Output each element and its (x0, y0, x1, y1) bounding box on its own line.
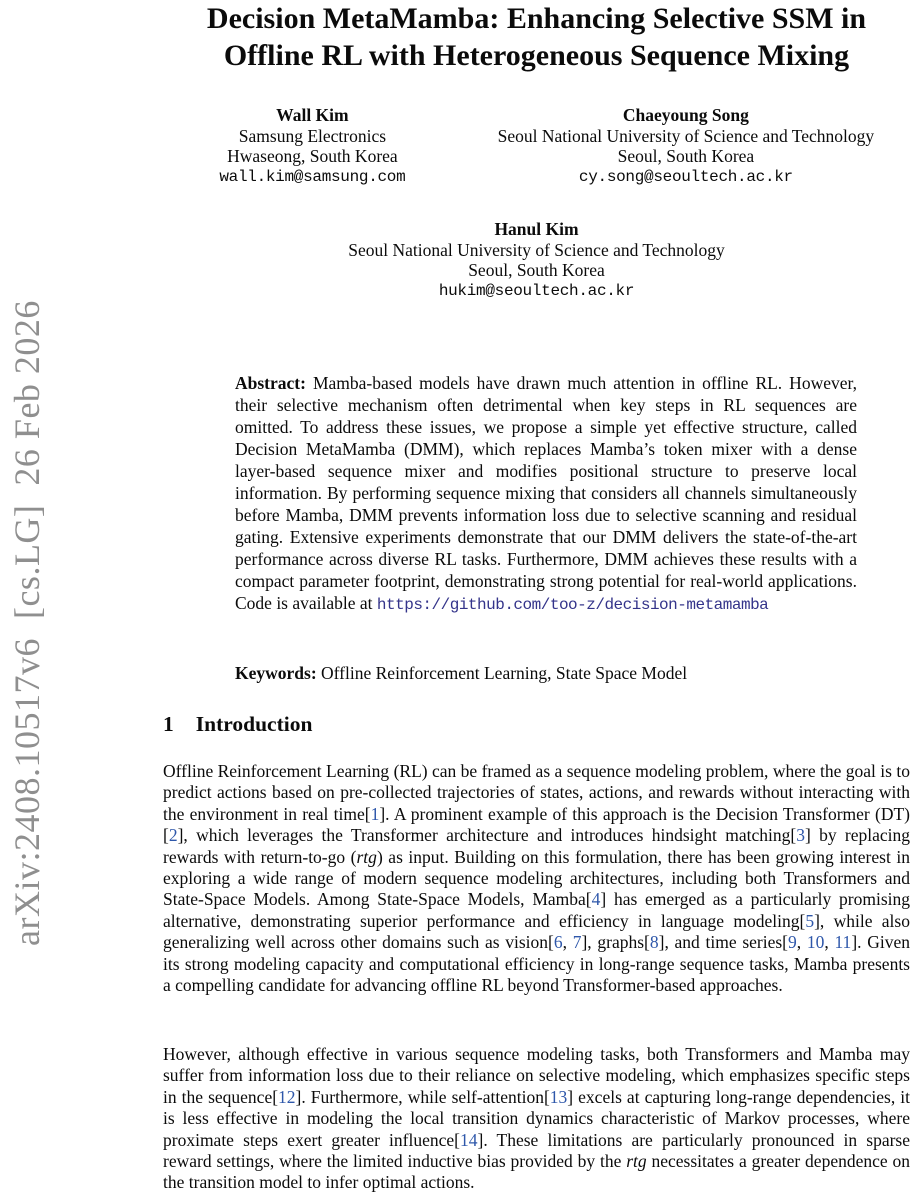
author-email: hukim@seoultech.ac.kr (438, 281, 635, 300)
author-name: Hanul Kim (494, 219, 579, 239)
paragraph-text: necessitates a greater dependence on the transition model to infer optimal actions. (163, 1151, 911, 1193)
introduction-paragraph-1 (163, 761, 910, 996)
italic-term: rtg (626, 1151, 647, 1172)
abstract (235, 372, 857, 616)
author-block-2 (462, 105, 910, 187)
paragraph-text: ], graphs[ (581, 932, 650, 953)
paragraph-text: Offline Reinforcement Learning (RL) can be framed as a sequence modeling problem, where the goal is to predict actions based on pre-collected trajectories of states, actions, and rewards without interacting with the environment in real time[ (163, 761, 910, 824)
citation-link[interactable]: 6 (553, 932, 563, 953)
citation-link[interactable]: 4 (591, 889, 601, 910)
section-number: 1 (163, 712, 174, 736)
paragraph-text: ], which leverages the Transformer architecture and introduces hindsight matching[ (177, 825, 797, 846)
paragraph-text: ], and time series[ (658, 932, 789, 953)
author-name: Chaeyoung Song (622, 105, 749, 125)
citation-link[interactable]: 11 (834, 932, 852, 953)
arxiv-stamp: arXiv:2408.10517v6 [cs.LG] 26 Feb 2026 (7, 300, 47, 946)
paragraph-text: , (796, 932, 807, 953)
citation-link[interactable]: 8 (649, 932, 659, 953)
author-location: Seoul, South Korea (468, 260, 605, 280)
author-email: wall.kim@samsung.com (219, 167, 406, 186)
author-block-1 (163, 105, 462, 187)
abstract-text: Mamba-based models have drawn much attention in offline RL. However, their selective mechanism often detrimental when key steps in RL sequences are omitted. To address these issues, we propose a simple yet effective structure, called Decision MetaMamba (DMM), which replaces Mamba’s token mixer with a dense layer-based sequence mixer and modifies positional structure to preserve local information. By performing sequence mixing that considers all channels simultaneously before Mamba, DMM prevents information loss due to selective scanning and residual gating. Extensive experiments demonstrate that our DMM delivers the state-of-the-art performance across diverse RL tasks. Furthermore, DMM achieves these results with a compact parameter footprint, demonstrating strong potential for real-world applications. Code is available at (235, 373, 857, 613)
author-location: Seoul, South Korea (617, 146, 755, 166)
keywords-label: Keywords: (235, 663, 317, 683)
citation-link[interactable]: 13 (549, 1086, 568, 1107)
citation-link[interactable]: 1 (370, 803, 380, 824)
paragraph-text: ] by replacing rewards with return-to-go ( (163, 825, 910, 867)
introduction-paragraph-2 (163, 1044, 910, 1194)
author-affiliation: Seoul National University of Science and Technology (497, 125, 875, 146)
citation-link[interactable]: 9 (788, 932, 797, 953)
paragraph-text: ]. A prominent example of this approach is the Decision Transformer (DT)[ (163, 803, 910, 846)
paragraph-text: ]. Furthermore, while self-attention[ (295, 1086, 550, 1107)
paragraph-text: ) as input. Building on this formulation, there has been growing interest in exploring a wide range of modern sequence modeling architectures, including both Transformers and State-Space Models. Among State-Space Models, Mamba[ (163, 846, 910, 910)
keywords-text: Offline Reinforcement Learning, State Space Model (316, 663, 688, 683)
paper-title-line-2: Offline RL with Heterogeneous Sequence Mixing (223, 39, 850, 72)
citation-link[interactable]: 2 (168, 825, 178, 846)
paragraph-text: ]. Given its strong modeling capacity and computational efficiency in long-range sequence tasks, Mamba presents a compelling candidate for advancing offline RL beyond Transformer-based approaches. (163, 932, 910, 996)
paragraph-text: , (824, 932, 835, 953)
authors-row-2 (163, 219, 910, 301)
author-location: Hwaseong, South Korea (227, 146, 398, 166)
section-title: Introduction (195, 712, 313, 736)
code-repository-link[interactable]: https://github.com/too-z/decision-metamamba (376, 596, 769, 614)
italic-term: rtg (356, 846, 377, 867)
abstract-label: Abstract: (235, 373, 306, 393)
paragraph-text: , (562, 932, 573, 953)
keywords-line (235, 662, 857, 684)
author-affiliation: Samsung Electronics (238, 125, 387, 146)
paper-title-line-1: Decision MetaMamba: Enhancing Selective SSM in (206, 2, 867, 35)
section-heading-introduction (163, 712, 910, 737)
paragraph-text: ]. These limitations are particularly pronounced in sparse reward settings, where the limited inductive bias provided by the (163, 1129, 910, 1172)
citation-link[interactable]: 3 (796, 825, 805, 846)
citation-link[interactable]: 10 (806, 932, 825, 953)
author-email: cy.song@seoultech.ac.kr (578, 167, 793, 186)
authors-row-1 (163, 105, 910, 187)
author-block-3 (348, 219, 725, 301)
paper-title (163, 0, 910, 74)
paragraph-text: However, although effective in various sequence modeling tasks, both Transformers and Mamba may suffer from information loss due to their reliance on selective modeling, which emphasizes specific steps in the sequence[ (163, 1044, 910, 1107)
citation-link[interactable]: 12 (278, 1086, 296, 1107)
author-name: Wall Kim (276, 105, 349, 125)
citation-link[interactable]: 7 (572, 932, 582, 953)
author-affiliation: Seoul National University of Science and Technology (348, 239, 725, 260)
paragraph-text: ], while also generalizing well across other domains such as vision[ (163, 910, 910, 953)
paragraph-text: ] has emerged as a particularly promising alternative, demonstrating superior performance and efficiency in language modeling[ (163, 889, 911, 931)
citation-link[interactable]: 14 (460, 1129, 478, 1150)
paragraph-text: ] excels at capturing long-range dependencies, it is less effective in modeling the local transition dynamics characteristic of Markov processes, where proximate steps exert greater influence[ (163, 1086, 910, 1150)
citation-link[interactable]: 5 (805, 910, 815, 931)
